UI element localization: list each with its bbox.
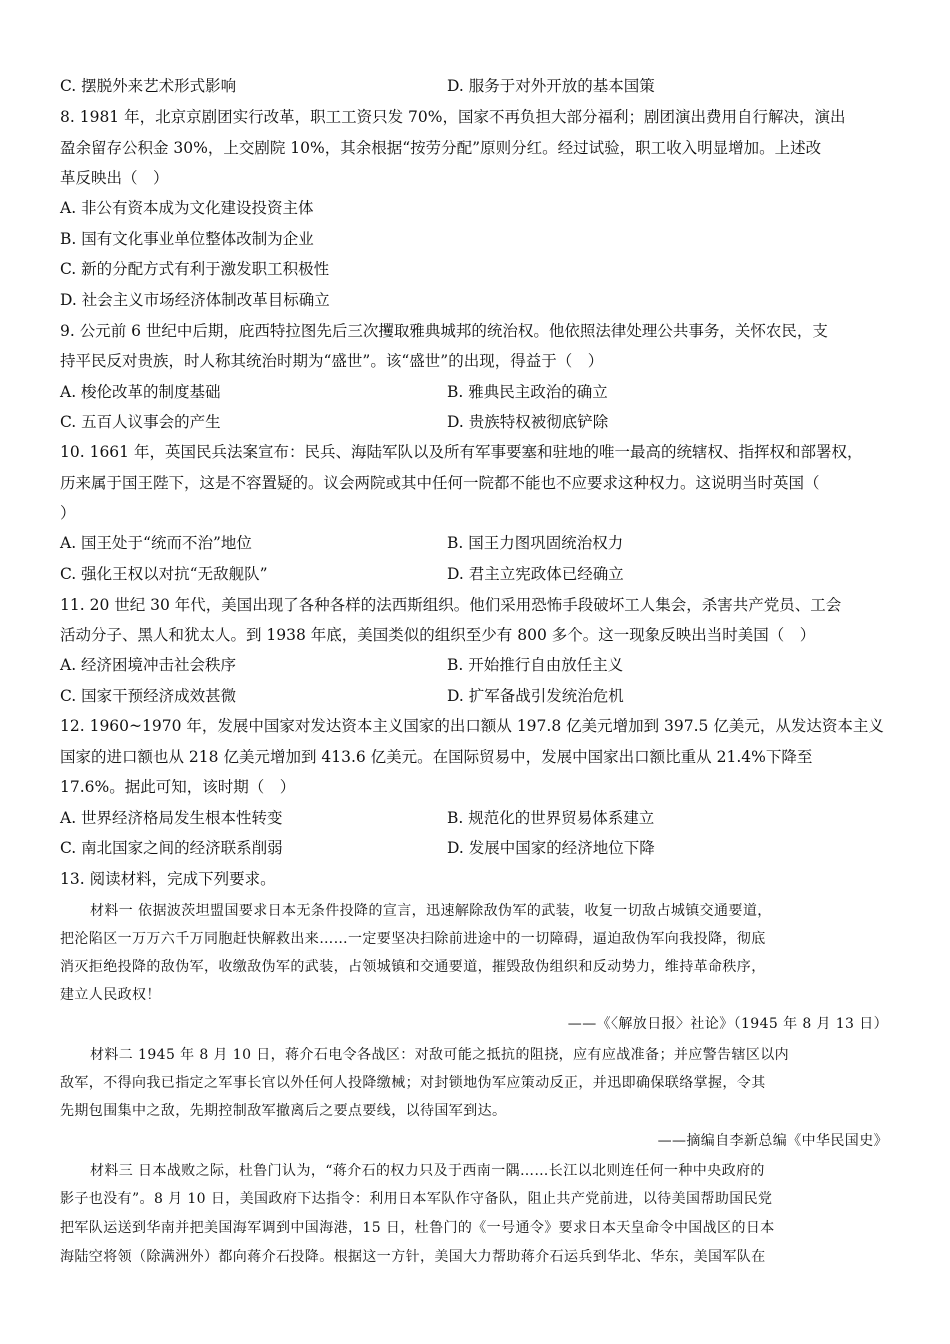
- q9-stem-line-2: 持平民反对贵族，时人称其统治时期为“盛世”。该“盛世”的出现，得益于（ ）: [60, 352, 604, 370]
- q9-option-d: D. 贵族特权被彻底铲除: [447, 413, 609, 431]
- q7-option-c: C. 摆脱外来艺术形式影响: [60, 77, 237, 95]
- q11-stem-line-1: 11. 20 世纪 30 年代，美国出现了各种各样的法西斯组织。他们采用恐怖手段破坏工人集会，杀害共产党员、工会: [60, 596, 842, 614]
- q12-stem-line-2: 国家的进口额也从 218 亿美元增加到 413.6 亿美元。在国际贸易中，发展中国家出口额比重从 21.4%下降至: [60, 748, 813, 766]
- q10-option-a: A. 国王处于“统而不治”地位: [60, 534, 252, 552]
- material-2-line-1: 材料二 1945 年 8 月 10 日，蒋介石电令各战区：对敌可能之抵抗的阻挠，应有应战准备；并应警告辖区以内: [90, 1047, 790, 1063]
- q12-option-b: B. 规范化的世界贸易体系建立: [447, 809, 655, 827]
- material-2-line-3: 先期包围集中之敌，先期控制敌军撤离后之要点要线，以待国军到达。: [60, 1103, 507, 1119]
- q8-option-a: A. 非公有资本成为文化建设投资主体: [60, 199, 314, 217]
- q8-stem-line-2: 盈余留存公积金 30%，上交剧院 10%，其余根据“按劳分配”原则分红。经过试验，职工收入明显增加。上述改: [60, 139, 822, 157]
- material-1-line-2: 把沦陷区一万万六千万同胞赶快解救出来……一定要坚决扫除前进途中的一切障碍，逼迫敌伪军向我投降，彻底: [60, 931, 766, 947]
- q8-stem-line-3: 革反映出（ ）: [60, 169, 169, 187]
- q10-stem-line-1: 10. 1661 年，英国民兵法案宣布：民兵、海陆军队以及所有军事要塞和驻地的唯一最高的统辖权、指挥权和部署权，: [60, 443, 863, 461]
- q7-option-d: D. 服务于对外开放的基本国策: [447, 77, 655, 95]
- q10-option-d: D. 君主立宪政体已经确立: [447, 565, 624, 583]
- material-1-source: ——《〈解放日报〉社论》（1945 年 8 月 13 日）: [567, 1016, 888, 1032]
- q12-stem-line-1: 12. 1960~1970 年，发展中国家对发达资本主义国家的出口额从 197.8 亿美元增加到 397.5 亿美元，从发达资本主义: [60, 717, 884, 735]
- q11-option-c: C. 国家干预经济成效甚微: [60, 687, 237, 705]
- material-1-line-4: 建立人民政权！: [60, 987, 161, 1003]
- q10-stem-line-2: 历来属于国王陛下，这是不容置疑的。议会两院或其中任何一院都不能也不应要求这种权力。这说明当时英国（: [60, 474, 820, 492]
- q8-option-d: D. 社会主义市场经济体制改革目标确立: [60, 291, 330, 309]
- material-3-line-1: 材料三 日本战败之际，杜鲁门认为，“蒋介石的权力只及于西南一隅……长江以北则连任何一种中央政府的: [90, 1163, 765, 1179]
- q9-option-b: B. 雅典民主政治的确立: [447, 383, 608, 401]
- q12-option-c: C. 南北国家之间的经济联系削弱: [60, 839, 283, 857]
- q10-stem-line-3: ）: [60, 504, 76, 522]
- material-1-line-1: 材料一 依据波茨坦盟国要求日本无条件投降的宣言，迅速解除敌伪军的武装，收复一切敌占城镇交通要道，: [90, 903, 772, 919]
- material-3-line-4: 海陆空将领（除满洲外）都向蒋介石投降。根据这一方针，美国大力帮助蒋介石运兵到华北、华东，美国军队在: [60, 1249, 766, 1265]
- material-1-line-3: 消灭拒绝投降的敌伪军，收缴敌伪军的武装，占领城镇和交通要道，摧毁敌伪组织和反动势力，维持革命秩序，: [60, 959, 766, 975]
- q11-stem-line-2: 活动分子、黑人和犹太人。到 1938 年底，美国类似的组织至少有 800 多个。这一现象反映出当时美国（ ）: [60, 626, 816, 644]
- material-3-line-2: 影子也没有”。8 月 10 日，美国政府下达指令：利用日本军队作守备队，阻止共产党前进，以待美国帮助国民党: [60, 1191, 773, 1207]
- material-2-source: ——摘编自李新总编《中华民国史》: [657, 1133, 888, 1149]
- q8-option-c: C. 新的分配方式有利于激发职工积极性: [60, 260, 330, 278]
- q12-option-d: D. 发展中国家的经济地位下降: [447, 839, 655, 857]
- q11-option-b: B. 开始推行自由放任主义: [447, 656, 624, 674]
- q9-option-a: A. 梭伦改革的制度基础: [60, 383, 221, 401]
- q11-option-d: D. 扩军备战引发统治危机: [447, 687, 624, 705]
- q10-option-b: B. 国王力图巩固统治权力: [447, 534, 624, 552]
- q11-option-a: A. 经济困境冲击社会秩序: [60, 656, 237, 674]
- q12-stem-line-3: 17.6%。据此可知，该时期（ ）: [60, 778, 296, 796]
- q8-option-b: B. 国有文化事业单位整体改制为企业: [60, 230, 314, 248]
- q9-stem-line-1: 9. 公元前 6 世纪中后期，庇西特拉图先后三次攫取雅典城邦的统治权。他依照法律处理公共事务，关怀农民，支: [60, 322, 828, 340]
- material-3-line-3: 把军队运送到华南并把美国海军调到中国海港，15 日，杜鲁门的《一号通令》要求日本天皇命令中国战区的日本: [60, 1220, 775, 1236]
- q8-stem-line-1: 8. 1981 年，北京京剧团实行改革，职工工资只发 70%，国家不再负担大部分福利；剧团演出费用自行解决，演出: [60, 108, 846, 126]
- material-2-line-2: 敌军，不得向我已指定之军事长官以外任何人投降缴械；对封锁地伪军应策动反正，并迅即确保联络掌握，令其: [60, 1075, 766, 1091]
- q13-stem: 13. 阅读材料，完成下列要求。: [60, 870, 276, 888]
- q9-option-c: C. 五百人议事会的产生: [60, 413, 221, 431]
- q12-option-a: A. 世界经济格局发生根本性转变: [60, 809, 283, 827]
- q10-option-c: C. 强化王权以对抗“无敌舰队”: [60, 565, 268, 583]
